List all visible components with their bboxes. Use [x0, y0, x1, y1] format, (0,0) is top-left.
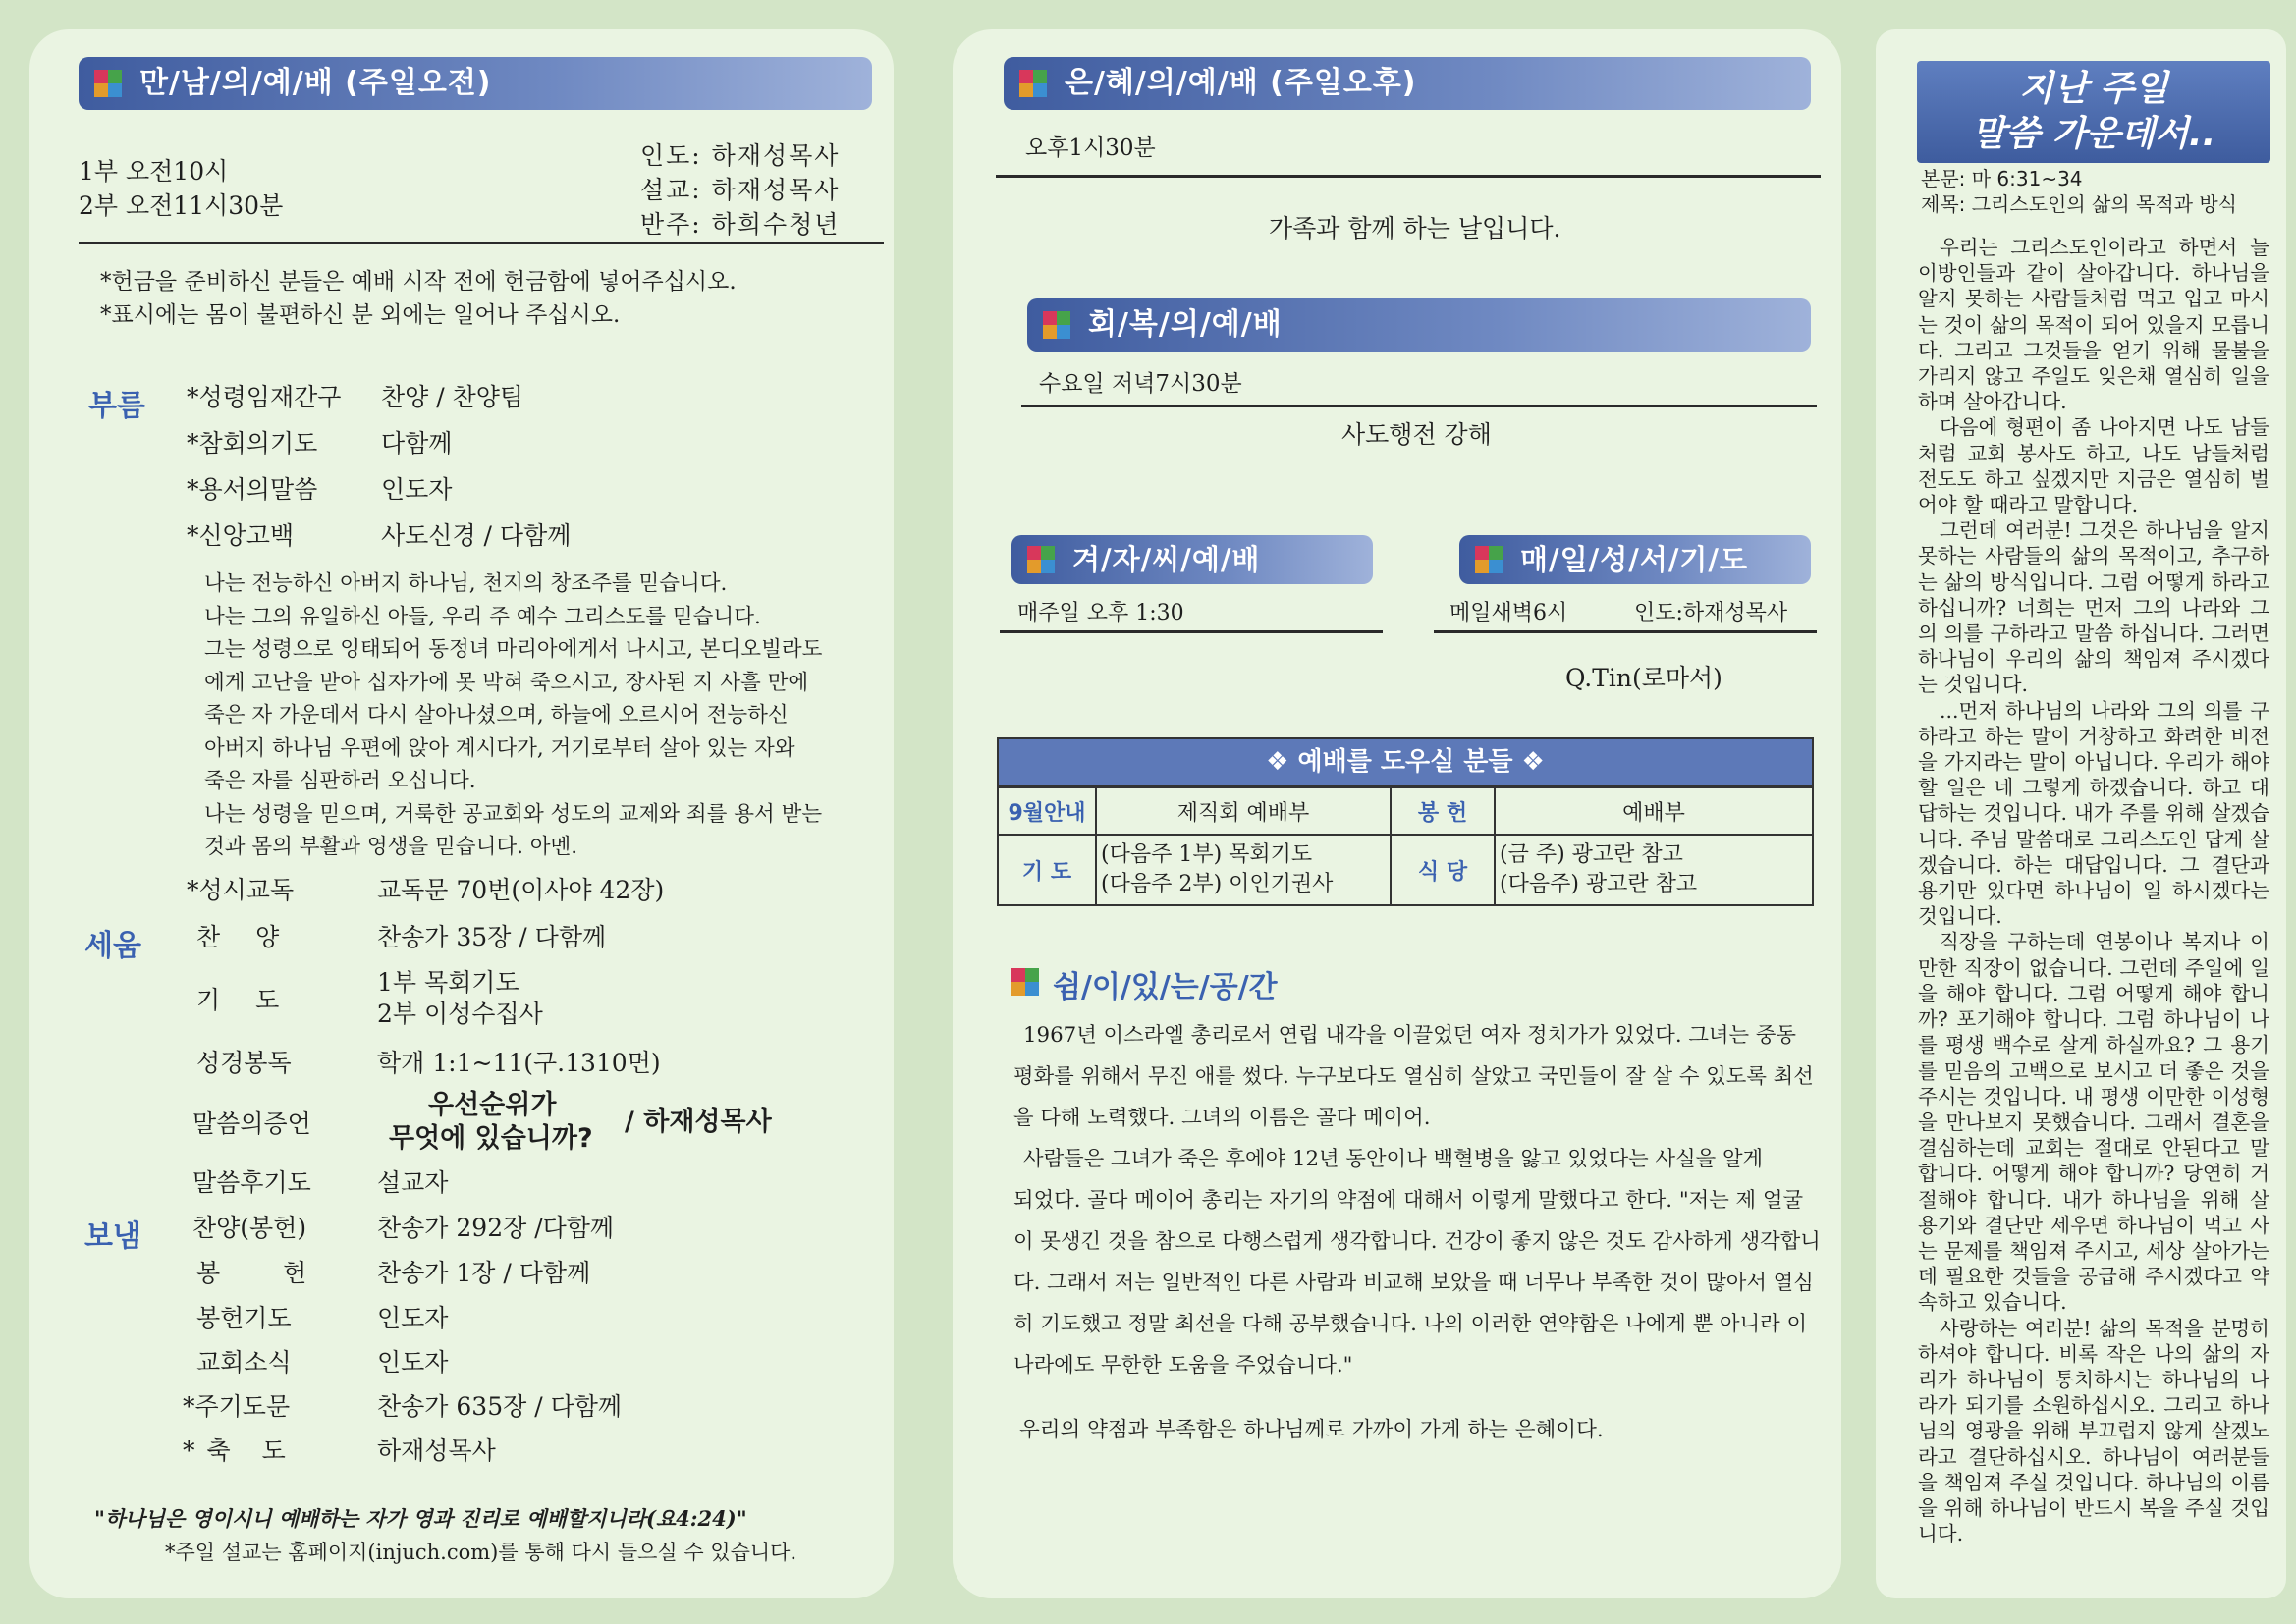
- mustard-worship-header: [1011, 535, 1373, 584]
- sermon-summary-title-box: [1917, 61, 2270, 163]
- creed-line: 죽은 자 가운데서 다시 살아나셨으며, 하늘에 오르시어 전능하신: [204, 703, 789, 728]
- story-line: 이 못생긴 것을 참으로 다행스럽게 생각합니다. 건강이 좋지 않은 것도 감사하게 생각합니: [1013, 1229, 1821, 1254]
- creed-line: 에게 고난을 받아 십자가에 못 박혀 죽으시고, 장사된 지 사흘 만에: [204, 670, 809, 695]
- body-paragraph: 직장을 구하는데 연봉이나 복지나 이만한 직장이 없습니다. 그런데 주일에 일을 해야 합니다. 그럼 어떻게 해야 합니까? 포기해야 합니다. 그럼 하나님이 나를 평생 백수로 살게 하실까요? 그 용기를 믿음의 고백으로 보시고 더 좋은 것을 주시는 것입니다. 내 평생 이만한 이성형을 만나보지 못했습니다. 그래서 결혼을 결심하는데 교회는 절대로 안된다고 말합니다. 어떻게 해야 합니까? 당연히 거절해야 합니다. 내가 하나님을 위해 살 용기와 결단만 세우면 하나님이 먹고 사는 문제를 책임져 주시고, 세상 살아가는데 필요한 것들을 공급해 주시겠다고 약속하고 있습니다.: [1918, 930, 2269, 1315]
- header-mark-icon: [1027, 546, 1055, 573]
- order-item: 찬양(봉헌): [192, 1214, 307, 1242]
- body-paragraph: 사랑하는 여러분! 삶의 목적을 분명히 하셔야 합니다. 비록 작은 나의 삶의 자리가 하나님이 통치하시는 하나님의 나라가 되기를 소원하십시오. 그리고 하나님의 영광을 위해 부끄럽지 않게 살겠노라고 결단하십시오. 하나님이 여러분들을 책임져 주실 것입니다. 하나님의 이름을 위해 하나님이 반드시 복을 주실 것입니다.: [1918, 1316, 2269, 1546]
- creed-line: 그는 성령으로 잉태되어 동정녀 마리아에게서 나시고, 본디오빌라도: [204, 637, 823, 662]
- table-row: [998, 787, 1813, 835]
- header-mark-icon: [1475, 546, 1503, 573]
- order-detail: 인도자: [377, 1348, 449, 1377]
- header-mark-icon: [1019, 70, 1047, 97]
- grace-time: 오후1시30분: [1025, 135, 1156, 161]
- recovery-worship-title: 회/복/의/예/배: [1088, 307, 1283, 342]
- sermon-subject: 제목: 그리스도인의 삶의 목적과 방식: [1921, 192, 2237, 216]
- order-item: 봉헌기도: [196, 1304, 292, 1332]
- order-item: *주기도문: [183, 1392, 291, 1421]
- prayer-cell: [1096, 835, 1391, 905]
- sermon-title-line1: 우선순위가: [428, 1090, 557, 1120]
- order-item: *참회의기도: [187, 429, 318, 458]
- order-item: 봉 헌: [196, 1259, 335, 1287]
- preacher: 설교: 하재성목사: [640, 176, 841, 204]
- daily-prayer-leader: 인도:하재성목사: [1634, 601, 1788, 625]
- website-notice: *주일 설교는 홈페이지(injuch.com)를 통해 다시 들으실 수 있습니다.: [165, 1541, 797, 1564]
- body-paragraph: 우리는 그리스도인이라고 하면서 늘 이방인들과 같이 살아갑니다. 하나님을 알지 못하는 사람들처럼 먹고 입고 마시는 것이 삶의 목적이 되어 있을지 모릅니다. 그리고 그것들을 얻기 위해 물불을 가리지 않고 주일도 잊은채 열심히 일을 하며 살아갑니다.: [1918, 236, 2269, 414]
- order-detail: 인도자: [377, 1304, 449, 1332]
- leader: 인도: 하재성목사: [640, 141, 841, 170]
- recovery-description: 사도행전 강해: [1341, 420, 1492, 449]
- order-detail: 찬송가 35장 / 다함께: [377, 923, 607, 951]
- order-detail: 찬송가 1장 / 다함께: [377, 1259, 591, 1287]
- order-item: 말씀후기도: [192, 1168, 311, 1197]
- daily-prayer-time: 메일새벽6시: [1449, 601, 1568, 625]
- morning-worship-title: 만/남/의/예/배 (주일오전): [139, 66, 492, 100]
- qtin-label: Q.Tin(로마서): [1565, 664, 1722, 692]
- grace-description: 가족과 함께 하는 날입니다.: [1269, 214, 1561, 243]
- helpers-col1: 제직회 예배부: [1096, 787, 1391, 835]
- creed-line: 나는 성령을 믿으며, 거룩한 공교회와 성도의 교제와 죄를 용서 받는: [204, 801, 823, 827]
- grace-divider: [996, 175, 1821, 178]
- mustard-time: 매주일 오후 1:30: [1017, 601, 1184, 625]
- creed-line: 죽은 자를 심판하러 오십니다.: [204, 769, 476, 793]
- daily-prayer-title: 매/일/성/서/기/도: [1520, 543, 1749, 576]
- header-mark-icon: [1011, 968, 1039, 996]
- section-stand: 세움: [84, 929, 141, 963]
- section-send: 보냄: [84, 1219, 141, 1254]
- meal-cell: [1495, 835, 1813, 905]
- sermon-summary-body: [1918, 235, 2269, 1546]
- morning-worship-header: [79, 57, 872, 110]
- sermon-passage: 본문: 마 6:31~34: [1921, 167, 2083, 190]
- order-item: *용서의말씀: [187, 475, 318, 504]
- prayer-line: (다음주 2부) 이인기권사: [1101, 872, 1334, 896]
- order-detail: 1부 목회기도: [377, 968, 519, 997]
- story-line: 을 다해 노력했다. 그녀의 이름은 골다 메이어.: [1013, 1106, 1431, 1130]
- helpers-col2: 예배부: [1495, 787, 1813, 835]
- order-item: 성경봉독: [196, 1049, 292, 1077]
- order-item: *신앙고백: [187, 521, 295, 550]
- order-detail: 찬송가 292장 /다함께: [377, 1214, 615, 1242]
- rest-story: [1013, 1015, 1821, 1386]
- order-detail: 사도신경 / 다함께: [381, 521, 572, 550]
- body-paragraph: 다음에 형편이 좀 나아지면 나도 남들처럼 교회 봉사도 하고, 나도 남들처럼 전도도 하고 싶겠지만 지금은 열심히 벌어야 할 때라고 말합니다.: [1918, 415, 2269, 517]
- prayer-line: (다음주 1부) 목회기도: [1101, 842, 1313, 867]
- helpers-table: [997, 786, 1814, 906]
- left-divider: [79, 242, 884, 244]
- meal-line: (금 주) 광고란 참고: [1500, 842, 1683, 867]
- helpers-title-bar: [997, 737, 1814, 786]
- order-item: *성령임재간구: [187, 383, 342, 411]
- order-detail: 학개 1:1~11(구.1310면): [377, 1049, 661, 1077]
- story-line: 나라에도 무한한 도움을 주었습니다.": [1013, 1353, 1353, 1378]
- daily-prayer-header: [1459, 535, 1811, 584]
- story-line: 되었다. 골다 메이어 총리는 자기의 약점에 대해서 이렇게 말했다고 한다. "저는 제 얼굴: [1013, 1188, 1804, 1213]
- order-item: 찬 양: [196, 923, 294, 951]
- order-detail-2: 2부 이성수집사: [377, 1000, 543, 1028]
- month-label: 9월안내: [998, 787, 1096, 835]
- body-paragraph: 그런데 여러분! 그것은 하나님을 알지 못하는 사람들의 삶의 목적이고, 추구하는 삶의 방식입니다. 그럼 어떻게 하라고 하십니까? 너희는 먼저 그의 나라와 그의 의를 구하라고 말씀 하십니다. 그러면 하나님이 우리의 삶의 책임져 주시겠다는 것입니다.: [1918, 518, 2269, 697]
- notice-stand: *표시에는 몸이 불편하신 분 외에는 일어나 주십시오.: [100, 302, 621, 328]
- sermon-summary-title-1: 지난 주일: [2019, 69, 2168, 109]
- mustard-worship-title: 겨/자/씨/예/배: [1072, 543, 1261, 576]
- order-item: *축 도: [183, 1436, 298, 1465]
- order-detail: 찬양 / 찬양팀: [381, 383, 524, 411]
- creed-line: 나는 전능하신 아버지 하나님, 천지의 창조주를 믿습니다.: [204, 571, 728, 596]
- scripture-verse: "하나님은 영이시니 예배하는 자가 영과 진리로 예배할지니라(요4:24)": [94, 1506, 747, 1531]
- table-row: [998, 835, 1813, 905]
- order-detail: 설교자: [377, 1168, 449, 1197]
- story-line: 1967년 이스라엘 총리로서 연립 내각을 이끌었던 여자 정치가가 있었다. 그녀는 중동: [1023, 1023, 1796, 1048]
- offering-label: 봉 헌: [1391, 787, 1495, 835]
- story-line: 히 기도했고 정말 최선을 다해 공부했습니다. 나의 이러한 연약함은 나에게 뿐 아니라 이: [1013, 1312, 1808, 1336]
- order-item: 말씀의증언: [192, 1110, 311, 1138]
- order-detail: 교독문 70번(이사야 42장): [377, 876, 665, 904]
- sermon-preacher: / 하재성목사: [625, 1107, 772, 1137]
- creed-line: 것과 몸의 부활과 영생을 믿습니다. 아멘.: [204, 835, 578, 859]
- service-time-2: 2부 오전11시30분: [79, 191, 284, 220]
- mustard-divider: [1000, 630, 1383, 633]
- story-line: 다. 그래서 저는 일반적인 다른 사람과 비교해 보았을 때 너무나 부족한 것이 많아서 열심: [1013, 1271, 1814, 1295]
- sermon-summary-title-2: 말씀 가운데서..: [1971, 114, 2216, 154]
- creed-line: 아버지 하나님 우편에 앉아 계시다가, 거기로부터 살아 있는 자와: [204, 735, 795, 761]
- order-detail: 찬송가 635장 / 다함께: [377, 1392, 623, 1421]
- recovery-divider: [1021, 405, 1817, 407]
- creed-line: 나는 그의 유일하신 아들, 우리 주 예수 그리스도를 믿습니다.: [204, 604, 761, 629]
- order-detail: 하재성목사: [377, 1436, 496, 1465]
- body-paragraph: ...먼저 하나님의 나라와 그의 의를 구하라고 하는 말이 거창하고 화려한 비전을 가지라는 말이 아닙니다. 우리가 해야 할 일은 네 그렇게 하겠습니다. 하고 대답하는 것입니다. 내가 주를 위해 살겠습니다. 주님 말씀대로 그리스도인 답게 살겠습니다. 하는 대답입니다. 그 결단과 용기만 있다면 하나님이 일 하시겠다는 것입니다.: [1918, 698, 2269, 929]
- header-mark-icon: [1043, 311, 1070, 339]
- accompanist: 반주: 하희수청년: [640, 210, 841, 239]
- rest-space-title: 쉼/이/있/는/공/간: [1053, 970, 1278, 1004]
- order-detail: 인도자: [381, 475, 453, 504]
- order-item: 교회소식: [196, 1348, 292, 1377]
- story-line: 사람들은 그녀가 죽은 후에야 12년 동안이나 백혈병을 앓고 있었다는 사실을 알게: [1023, 1147, 1764, 1171]
- prayer-label: 기 도: [998, 835, 1096, 905]
- recovery-time: 수요일 저녁7시30분: [1039, 371, 1242, 397]
- daily-prayer-divider: [1434, 630, 1817, 633]
- recovery-worship-header: [1027, 298, 1811, 352]
- service-time-1: 1부 오전10시: [79, 157, 229, 186]
- apostles-creed: [204, 568, 822, 864]
- helpers-title: ❖ 예배를 도우실 분들 ❖: [1266, 747, 1545, 777]
- sermon-title-line2: 무엇에 있습니까?: [389, 1123, 593, 1154]
- meal-label: 식 당: [1391, 835, 1495, 905]
- order-item: 기 도: [196, 986, 294, 1014]
- rest-closing: 우리의 약점과 부족함은 하나님께로 가까이 가게 하는 은혜이다.: [1019, 1418, 1604, 1442]
- header-mark-icon: [94, 70, 122, 97]
- grace-worship-title: 은/혜/의/예/배 (주일오후): [1065, 66, 1417, 100]
- notice-offering: *헌금을 준비하신 분들은 예배 시작 전에 헌금함에 넣어주십시오.: [100, 269, 737, 295]
- section-call: 부름: [88, 389, 145, 423]
- order-detail: 다함께: [381, 429, 453, 458]
- story-line: 평화를 위해서 무진 애를 썼다. 누구보다도 열심히 살았고 국민들이 잘 살 수 있도록 최선: [1013, 1064, 1814, 1089]
- grace-worship-header: [1004, 57, 1811, 110]
- order-item: *성시교독: [187, 876, 295, 904]
- meal-line: (다음주) 광고란 참고: [1500, 872, 1698, 896]
